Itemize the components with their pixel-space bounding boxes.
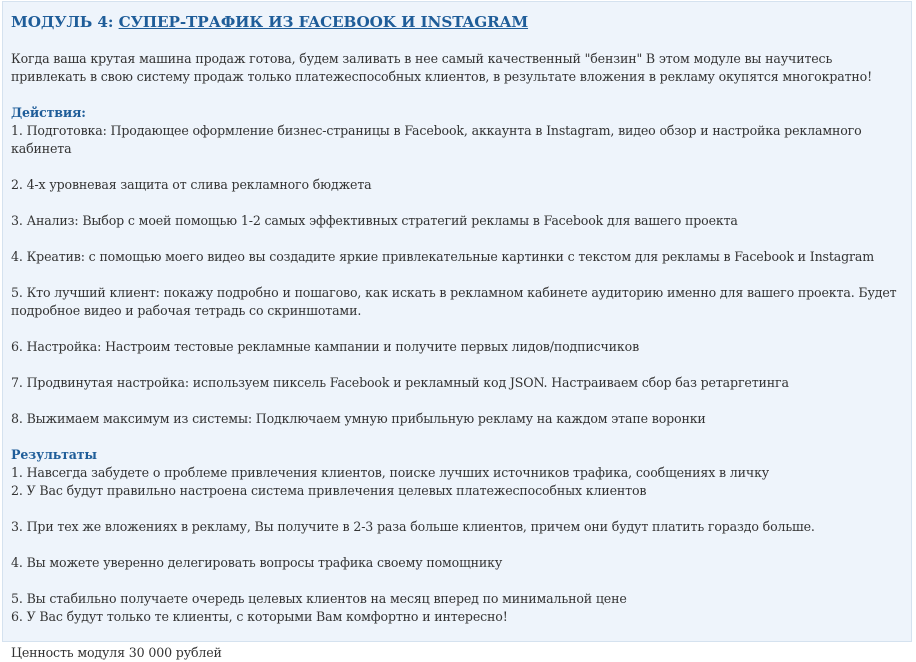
action-item-8: 8. Выжимаем максимум из системы: Подключаем умную прибыльную рекламу на каждом этапе воронки <box>11 411 706 426</box>
module-intro: Когда ваша крутая машина продаж готова, будем заливать в нее самый качественный "бензин" В этом модуле вы научитесь привлекать в свою систему продаж только платежеспособных клиентов, в результате вложения в рекламу окупятся многократно! <box>11 51 873 84</box>
actions-heading: Действия: <box>11 105 86 120</box>
result-item-6: 6. У Вас будут только те клиенты, с которыми Вам комфортно и интересно! <box>11 609 508 624</box>
action-item-4: 4. Креатив: с помощью моего видео вы создадите яркие привлекательные картинки с текстом для рекламы в Facebook и Instagram <box>11 249 875 264</box>
result-item-1: 1. Навсегда забудете о проблеме привлечения клиентов, поиске лучших источников трафика, сообщениях в личку <box>11 465 770 480</box>
module-title <box>11 11 903 33</box>
action-item-6: 6. Настройка: Настроим тестовые рекламные кампании и получите первых лидов/подписчиков <box>11 339 640 354</box>
result-item-3: 3. При тех же вложениях в рекламу, Вы получите в 2-3 раза больше клиентов, причем они будут платить гораздо больше. <box>11 519 815 534</box>
action-item-2: 2. 4-х уровневая защита от слива рекламного бюджета <box>11 177 372 192</box>
results-heading: Результаты <box>11 447 97 462</box>
action-item-5: 5. Кто лучший клиент: покажу подробно и пошагово, как искать в рекламном кабинете аудиторию именно для вашего проекта. Будет подробное видео и рабочая тетрадь со скриншотами. <box>11 285 897 318</box>
action-item-7: 7. Продвинутая настройка: используем пиксель Facebook и рекламный код JSON. Настраиваем сбор баз ретаргетинга <box>11 375 789 390</box>
module-description-panel <box>2 1 912 660</box>
module-title-link[interactable]: СУПЕР-ТРАФИК ИЗ FACEBOOK И INSTAGRAM <box>118 13 529 31</box>
result-item-5: 5. Вы стабильно получаете очередь целевых клиентов на месяц вперед по минимальной цене <box>11 591 627 606</box>
result-item-2: 2. У Вас будут правильно настроена система привлечения целевых платежеспособных клиентов <box>11 483 647 498</box>
module-number: МОДУЛЬ 4: <box>11 13 119 31</box>
action-item-3: 3. Анализ: Выбор с моей помощью 1-2 самых эффективных стратегий рекламы в Facebook для вашего проекта <box>11 213 738 228</box>
module-price: Ценность модуля 30 000 рублей <box>11 645 222 660</box>
result-item-4: 4. Вы можете уверенно делегировать вопросы трафика своему помощнику <box>11 555 503 570</box>
action-item-1: 1. Подготовка: Продающее оформление бизнес-страницы в Facebook, аккаунта в Instagram, видео обзор и настройка рекламного кабинета <box>11 123 862 156</box>
